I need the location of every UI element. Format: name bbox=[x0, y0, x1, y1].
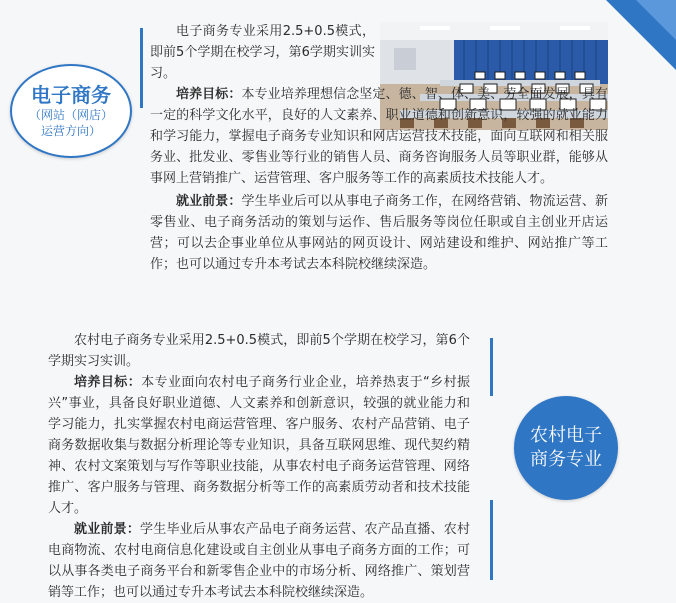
section2-divider-line-top bbox=[490, 338, 493, 396]
section1-subtitle-line2: 运营方向） bbox=[40, 124, 101, 138]
section1-intro: 电子商务专业采用2.5+0.5模式，即前5个学期在校学习，第6学期实训实习。 bbox=[150, 24, 375, 81]
section1-body bbox=[150, 84, 608, 275]
section2-training-label: 培养目标： bbox=[74, 375, 142, 390]
section2-divider-line-bottom bbox=[490, 500, 493, 580]
section1-training-text: 本专业培养理想信念坚定、德、智、体、美、劳全面发展，具有一定的科学文化水平，良好的人文素养、职业道德和创新意识，较强的就业能力和学习能力，掌握电子商务专业知识和网店运营技术技能，面向互联网和相关服务业、批发业、零售业等行业的销售人员、商务咨询服务人员等职业群，能够从事网上营销推广、运营管理、客户服务等工作的高素质技术技能人才。 bbox=[150, 87, 608, 186]
section2-training bbox=[48, 372, 470, 519]
section1-training-label: 培养目标： bbox=[176, 87, 242, 102]
section1-training bbox=[150, 84, 608, 189]
section2-body bbox=[48, 330, 470, 603]
section2-title-badge bbox=[514, 396, 618, 500]
section1-intro-block bbox=[150, 21, 375, 84]
section2-training-text: 本专业面向农村电子商务行业企业，培养热衷于“乡村振兴”事业，具备良好职业道德、人文素养和创新意识，较强的就业能力和学习能力，扎实掌握农村电商运营管理、客户服务、农村产品营销、电子商务数据收集与数据分析理论等专业知识，具备互联网思维、现代契约精神、农村文案策划与写作等职业技能，从事农村电子商务运营管理、网络推广、客户服务与管理、商务数据分析等工作的高素质劳动者和技术技能人才。 bbox=[48, 375, 470, 516]
section2-title-line1: 农村电子 bbox=[530, 425, 602, 446]
section1-title-badge bbox=[10, 64, 132, 158]
section1-employment-label: 就业前景： bbox=[176, 194, 242, 209]
section2-title-line2: 商务专业 bbox=[530, 449, 602, 470]
section1-divider-line bbox=[140, 28, 143, 108]
section1-subtitle-line1: （网站（网店） bbox=[28, 108, 113, 122]
section1-employment bbox=[150, 191, 608, 275]
corner-decoration-inner bbox=[636, 0, 676, 40]
section1-employment-text: 学生毕业后可以从事电子商务工作，在网络营销、物流运营、新零售业、电子商务活动的策划与运作、售后服务等岗位任职或自主创业开店运营；可以去企事业单位从事网站的网页设计、网站建设和维护、网站推广等工作；也可以通过专升本考试去本科院校继续深造。 bbox=[150, 194, 608, 272]
section2-employment-text: 学生毕业后从事农产品电子商务运营、农产品直播、农村电商物流、农村电商信息化建设或自主创业从事电子商务方面的工作；可以从事各类电子商务平台和新零售企业中的市场分析、网络推广、策划营销等工作；也可以通过专升本考试去本科院校继续深造。 bbox=[48, 522, 470, 600]
section2-employment bbox=[48, 519, 470, 603]
section2-employment-label: 就业前景： bbox=[74, 522, 141, 537]
section1-title: 电子商务 bbox=[31, 83, 111, 107]
section2-intro: 农村电子商务专业采用2.5+0.5模式，即前5个学期在校学习，第6个学期实习实训。 bbox=[48, 333, 470, 369]
